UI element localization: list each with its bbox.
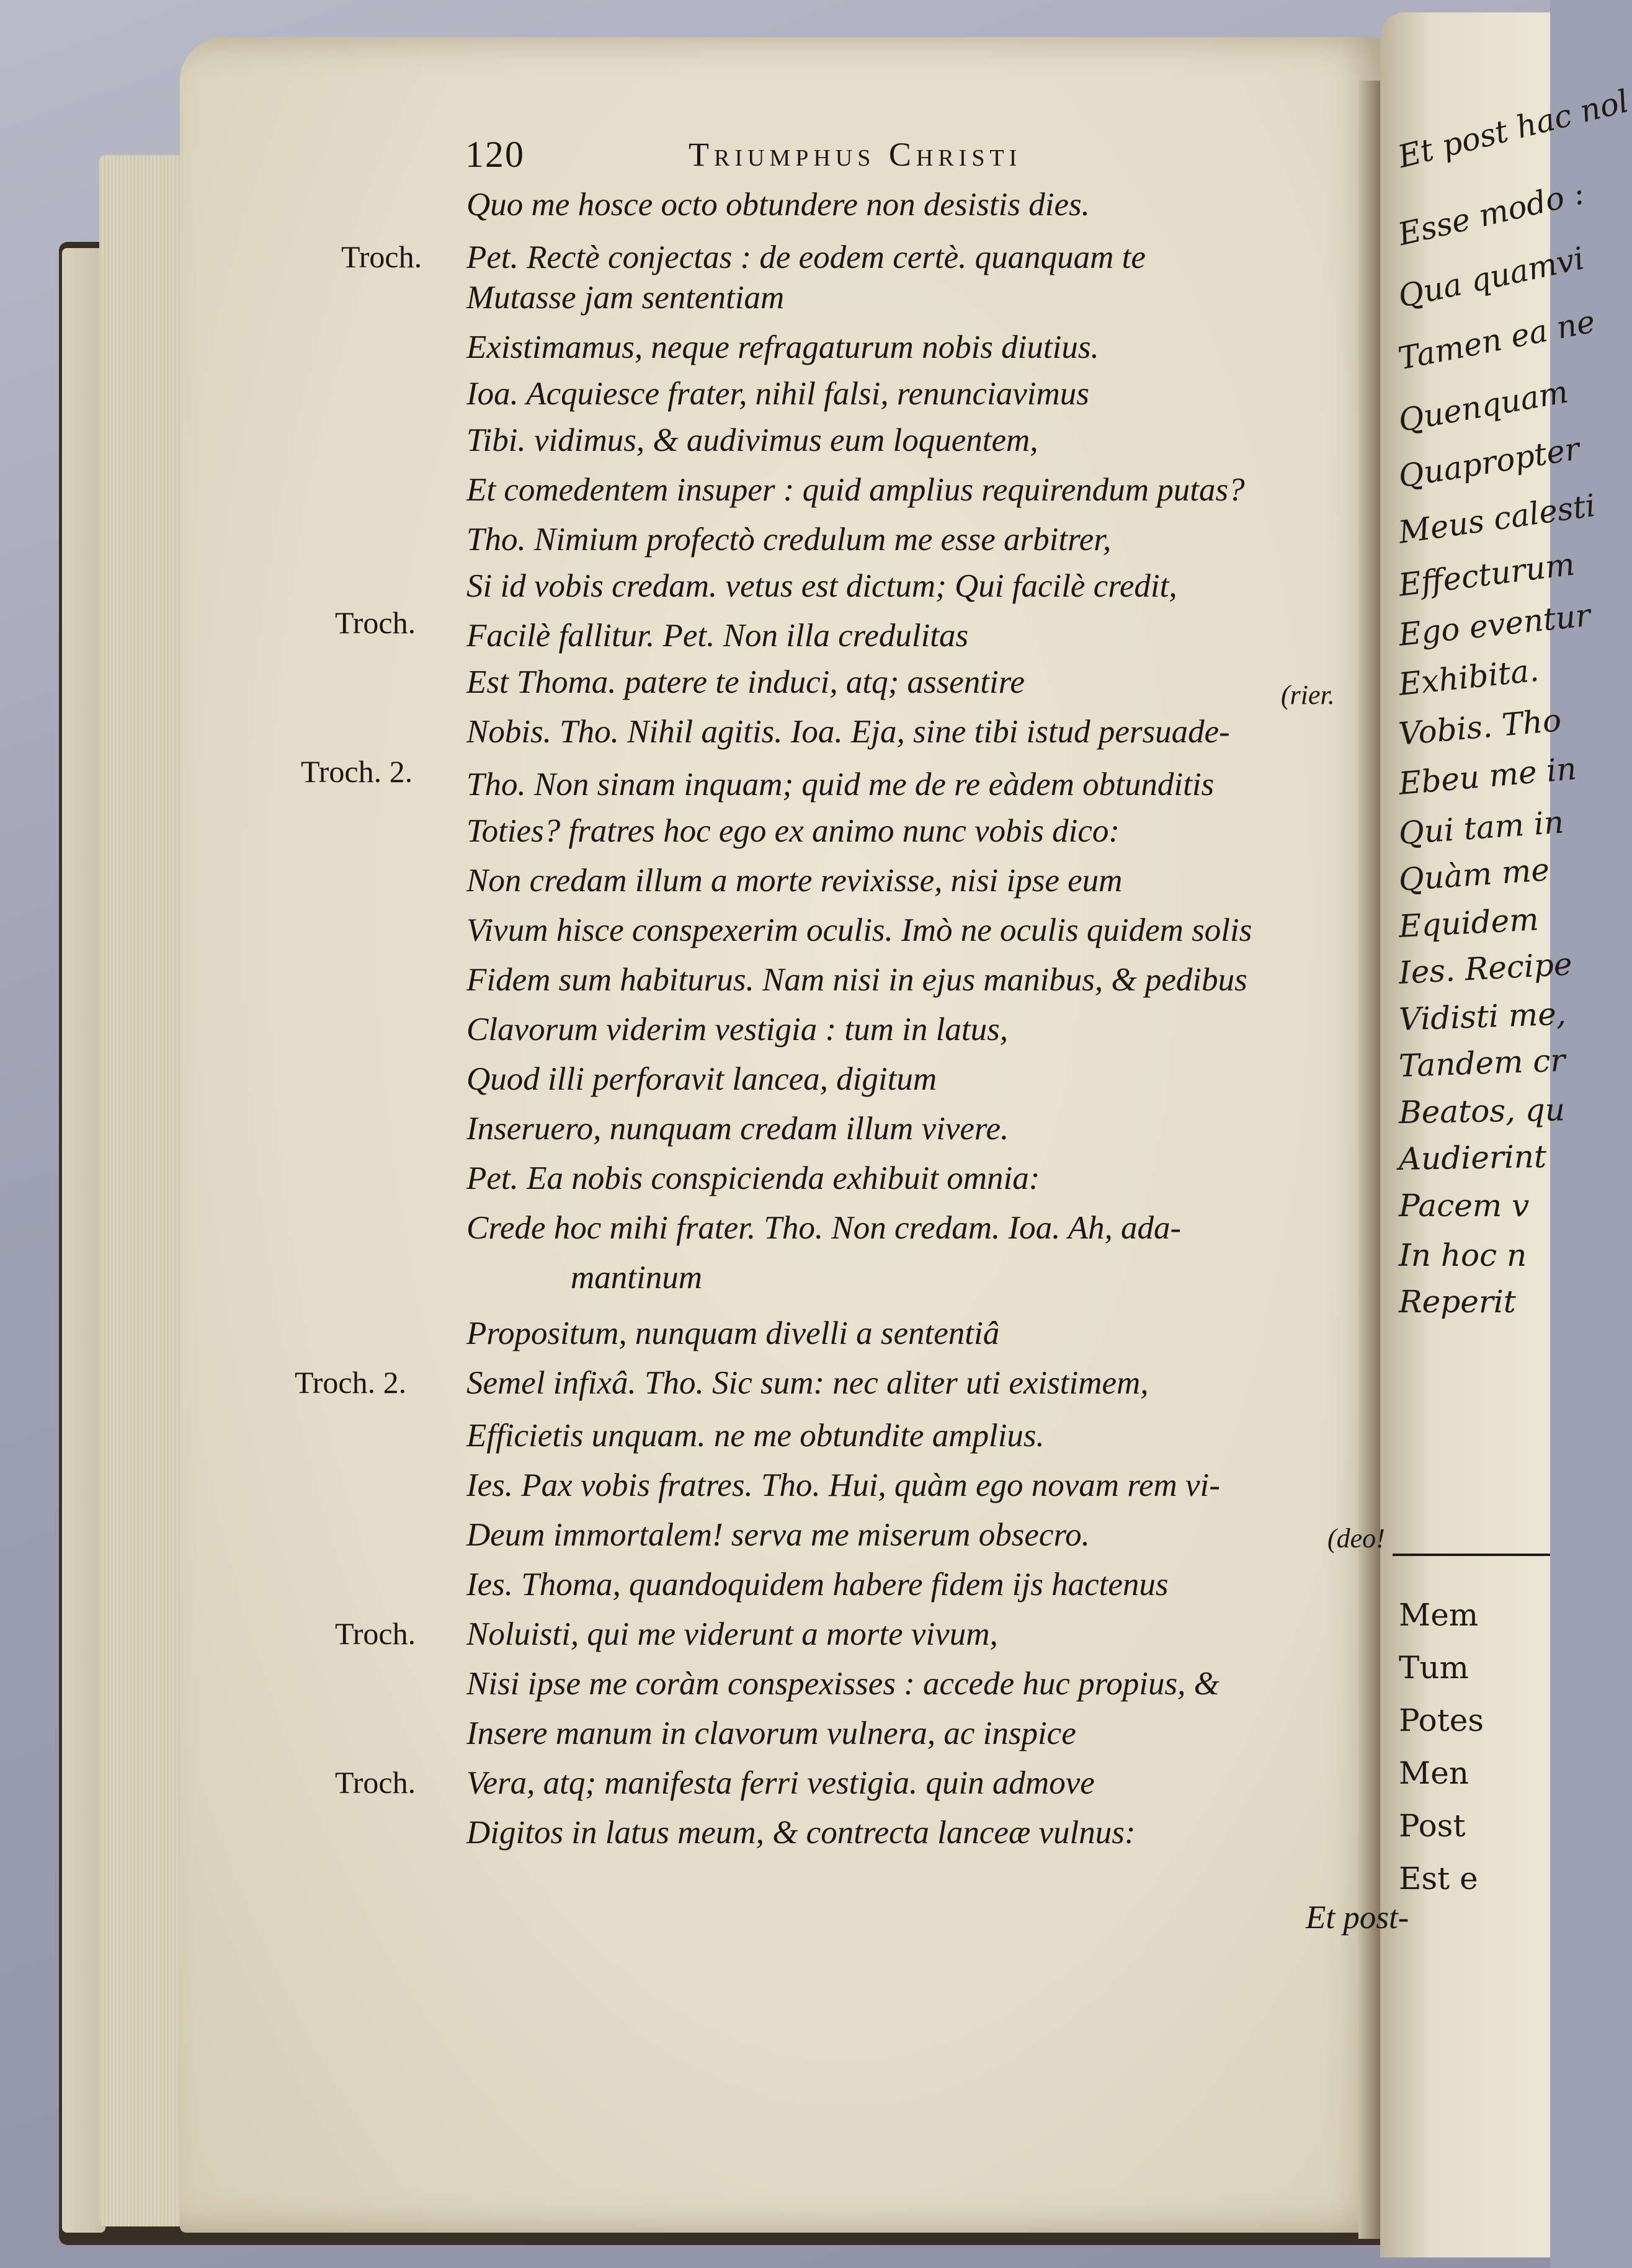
facing-lower-line: Est e <box>1399 1861 1478 1897</box>
facing-line: Quenquam <box>1395 373 1571 439</box>
verse-line: Vivum hisce conspexerim oculis. Imò ne oculis quidem solis <box>466 912 1252 948</box>
verse-line: Ioa. Acquiesce frater, nihil falsi, renunciavimus <box>466 376 1089 412</box>
margin-note: Troch. 2. <box>301 754 413 789</box>
facing-line: Ies. Recipe <box>1398 946 1573 991</box>
line-continuation: (rier. <box>1281 680 1335 710</box>
verse-line: Est Thoma. patere te induci, atq; assentire <box>466 664 1025 700</box>
facing-line: Quàm me <box>1397 852 1551 898</box>
catchword: Et post- <box>1306 1900 1409 1936</box>
verse-line: Insere manum in clavorum vulnera, ac inspice <box>466 1715 1076 1751</box>
verse-line: Quod illi perforavit lancea, digitum <box>466 1061 937 1097</box>
facing-line: Quapropter <box>1396 430 1582 495</box>
margin-note: Troch. <box>335 1765 416 1800</box>
facing-line: Effecturum <box>1396 546 1577 603</box>
verse-line: mantinum <box>571 1260 702 1296</box>
facing-line: Tandem cr <box>1398 1042 1566 1084</box>
verse-line: Et comedentem insuper : quid amplius requirendum putas? <box>466 472 1245 508</box>
verse-line: Nobis. Tho. Nihil agitis. Ioa. Eja, sine tibi istud persuade- <box>466 714 1230 750</box>
facing-lower-line: Mem <box>1399 1597 1479 1633</box>
verse-line: Ies. Pax vobis fratres. Tho. Hui, quàm ego novam rem vi- <box>466 1467 1220 1503</box>
margin-note: Troch. <box>335 1616 416 1651</box>
margin-note: Troch. <box>335 605 416 640</box>
facing-line: Reperit <box>1399 1284 1516 1320</box>
verse-line: Inseruero, nunquam credam illum vivere. <box>466 1111 1009 1147</box>
facing-line: Esse modo : <box>1394 174 1588 253</box>
facing-line: Exhibita. <box>1396 652 1541 703</box>
verse-line: Mutasse jam sententiam <box>466 280 785 316</box>
running-title: Triumphus Christi <box>689 136 1022 173</box>
facing-line: Qua quamvi <box>1394 240 1587 315</box>
verse-line: Clavorum viderim vestigia : tum in latus, <box>466 1012 1008 1047</box>
margin-note: Troch. <box>341 239 422 274</box>
facing-line: Equidem <box>1398 901 1540 945</box>
verse-line: Ies. Thoma, quandoquidem habere fidem ijs hactenus <box>466 1567 1169 1603</box>
verse-line: Tibi. vidimus, & audivimus eum loquentem, <box>466 422 1038 458</box>
facing-lower-line: Post <box>1399 1808 1466 1844</box>
verse-line: Non credam illum a morte revixisse, nisi ipse eum <box>466 863 1123 899</box>
verse-line: Noluisti, qui me viderunt a morte vivum, <box>466 1616 998 1652</box>
verse-line: Facilè fallitur. Pet. Non illa credulitas <box>466 618 969 654</box>
facing-lower-line: Potes <box>1399 1702 1484 1738</box>
verse-line: Si id vobis credam. vetus est dictum; Qui facilè credit, <box>466 568 1177 604</box>
facing-lower-line: Tum <box>1399 1650 1469 1686</box>
facing-line: Ego eventur <box>1396 597 1592 653</box>
facing-line: Qui tam in <box>1397 804 1565 852</box>
line-continuation: (deo! <box>1327 1523 1385 1554</box>
facing-lower-line: Men <box>1399 1755 1469 1791</box>
verse-line: Pet. Rectè conjectas : de eodem certè. quanquam te <box>466 239 1146 275</box>
verse-line: Deum immortalem! serva me miserum obsecro. <box>466 1517 1090 1553</box>
page-number: 120 <box>465 134 525 175</box>
verse-line: Tho. Nimium profectò credulum me esse arbitrer, <box>466 522 1112 558</box>
facing-line: Vobis. Tho <box>1397 702 1563 752</box>
facing-line: Vidisti me, <box>1398 995 1567 1038</box>
verse-line: Vera, atq; manifesta ferri vestigia. quin admove <box>466 1765 1095 1801</box>
verse-line: Semel infixâ. Tho. Sic sum: nec aliter uti existimem, <box>466 1365 1149 1401</box>
facing-line: Audierint <box>1398 1138 1547 1177</box>
facing-line: In hoc n <box>1399 1237 1527 1273</box>
facing-line: Ebeu me in <box>1397 750 1578 802</box>
verse-line: Tho. Non sinam inquam; quid me de re eàdem obtunditis <box>466 767 1215 803</box>
verse-line: Digitos in latus meum, & contrecta lanceæ vulnus: <box>466 1815 1136 1851</box>
margin-note: Troch. 2. <box>295 1365 407 1400</box>
verse-line: Nisi ipse me coràm conspexisses : accede huc propius, & <box>466 1666 1220 1702</box>
verse-line: Efficietis unquam. ne me obtundite amplius. <box>466 1418 1045 1454</box>
verse-line: Quo me hosce octo obtundere non desistis dies. <box>466 187 1090 223</box>
verse-line: Pet. Ea nobis conspicienda exhibuit omnia: <box>466 1160 1040 1196</box>
verse-line: Propositum, nunquam divelli a sententiâ <box>466 1315 1000 1351</box>
verse-line: Crede hoc mihi frater. Tho. Non credam. Ioa. Ah, ada- <box>466 1210 1182 1246</box>
facing-line: Tamen ea ne <box>1395 303 1599 377</box>
facing-line: Meus calesti <box>1396 487 1598 551</box>
facing-line: Pacem v <box>1399 1188 1530 1224</box>
verse-line: Fidem sum habiturus. Nam nisi in ejus manibus, & pedibus <box>466 962 1247 998</box>
facing-line: Beatos, qu <box>1398 1092 1566 1131</box>
verse-line: Existimamus, neque refragaturum nobis diutius. <box>466 329 1099 365</box>
facing-line: Et post hac nol <box>1394 82 1632 176</box>
verse-line: Toties? fratres hoc ego ex animo nunc vobis dico: <box>466 813 1120 849</box>
